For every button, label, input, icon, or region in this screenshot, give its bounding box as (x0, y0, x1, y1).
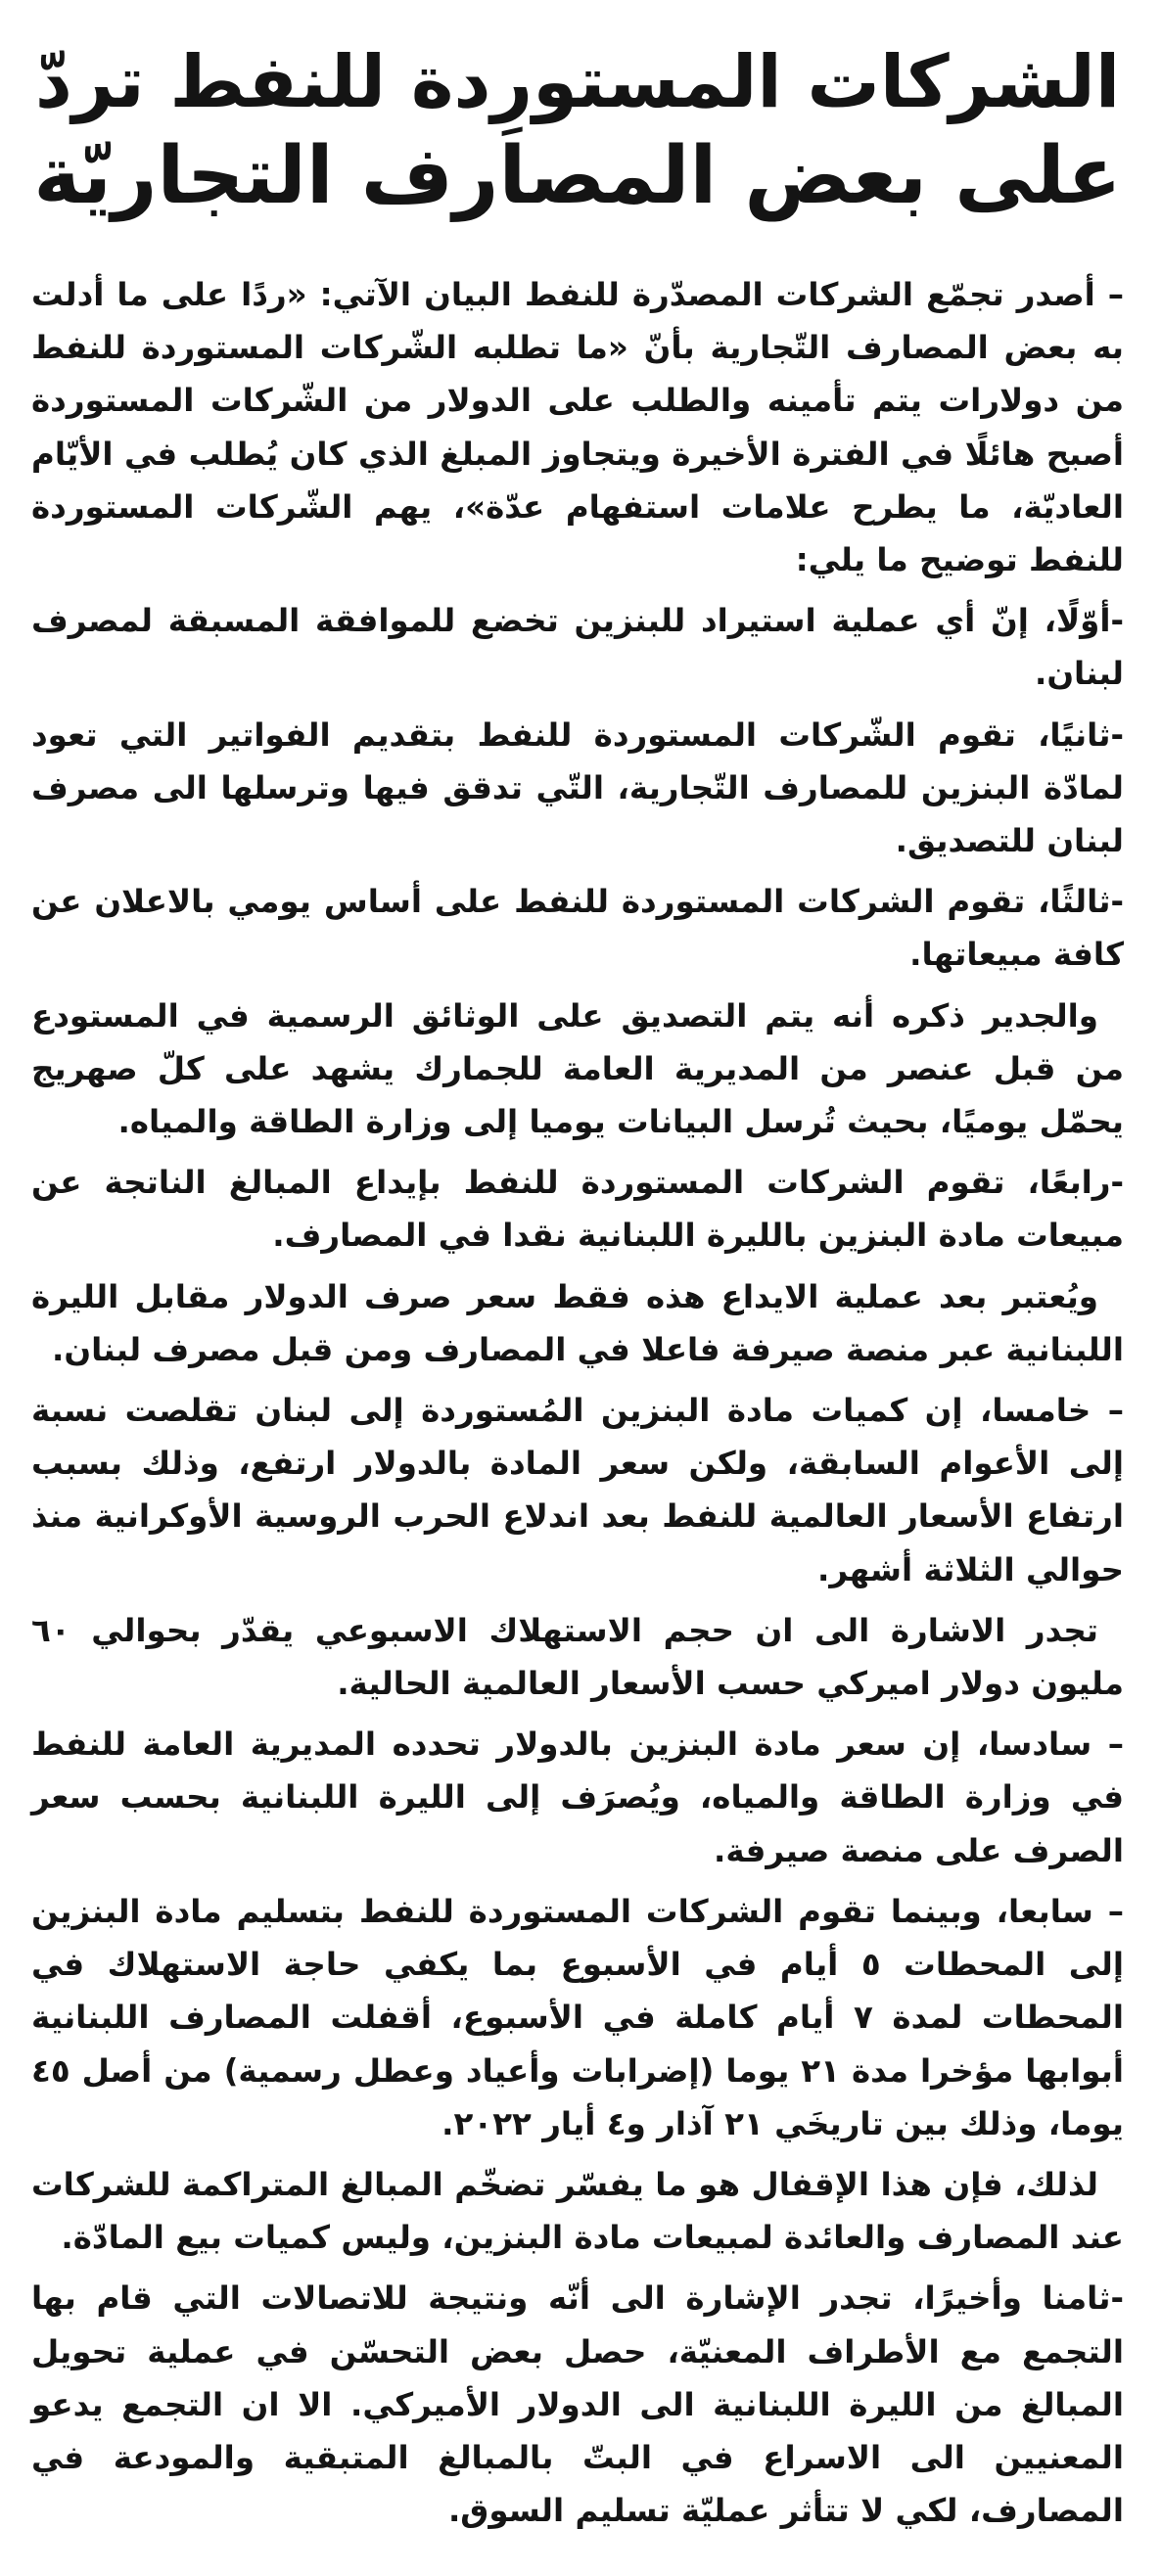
paragraph-first: -أوّلًا، إنّ أي عملية استيراد للبنزين تخضع للموافقة المسبقة لمصرف لبنان. (31, 602, 1124, 693)
paragraph-consumption-note: تجدر الاشارة الى ان حجم الاستهلاك الاسبوعي يقدّر بحوالي ٦٠ مليون دولار اميركي حسب الأسعار العالمية الحالية. (31, 1611, 1124, 1703)
paragraph-closure-note: لذلك، فإن هذا الإقفال هو ما يفسّر تضخّم المبالغ المتراكمة للشركات عند المصارف والعائدة لمبيعات مادة البنزين، وليس كميات بيع المادّة. (31, 2165, 1124, 2257)
headline-line-1: الشركات المستورِدة للنفط تردّ (34, 40, 1121, 124)
paragraph-exchange-note: ويُعتبر بعد عملية الايداع هذه فقط سعر صرف الدولار مقابل الليرة اللبنانية عبر منصة صيرفة فاعلا في المصارف ومن قبل مصرف لبنان. (31, 1277, 1124, 1368)
paragraph-sixth: – سادسا، إن سعر مادة البنزين بالدولار تحدده المديرية العامة للنفط في وزارة الطاقة والمياه، ويُصرَف إلى الليرة اللبنانية بحسب سعر الصرف على منصة صيرفة. (31, 1725, 1124, 1869)
paragraph-fourth: -رابعًا، تقوم الشركات المستوردة للنفط بإيداع المبالغ الناتجة عن مبيعات مادة البنزين بالليرة اللبنانية نقدا في المصارف. (31, 1164, 1124, 1255)
article-headline (31, 35, 1124, 223)
paragraph-eighth: -ثامنا وأخيرًا، تجدر الإشارة الى أنّه ونتيجة للاتصالات التي قام بها التجمع مع الأطراف المعنيّة، حصل بعض التحسّن في عملية تحويل المبالغ من الليرة اللبنانية الى الدولار الأميركي. الا ان التجمع يدعو المعنيين الى الاسراع في البتّ بالمبالغ المتبقية والمودعة في المصارف، لكي لا تتأثر عمليّة تسليم السوق. (31, 2279, 1124, 2530)
paragraph-third: -ثالثًا، تقوم الشركات المستوردة للنفط على أساس يومي بالاعلان عن كافة مبيعاتها. (31, 883, 1124, 974)
paragraph-intro: – أصدر تجمّع الشركات المصدّرة للنفط البيان الآتي: «ردًا على ما أدلت به بعض المصارف التّجارية بأنّ «ما تطلبه الشّركات المستوردة للنفط من دولارات يتم تأمينه والطلب على الدولار من الشّركات المستوردة أصبح هائلًا في الفترة الأخيرة ويتجاوز المبلغ الذي كان يُطلب في الأيّام العاديّة، ما يطرح علامات استفهام عدّة»، يهم الشّركات المستوردة للنفط توضيح ما يلي: (31, 276, 1124, 579)
article-body (31, 268, 1124, 2537)
paragraph-seventh: – سابعا، وبينما تقوم الشركات المستوردة للنفط بتسليم مادة البنزين إلى المحطات ٥ أيام في الأسبوع بما يكفي حاجة الاستهلاك في المحطات لمدة ٧ أيام كاملة في الأسبوع، أقفلت المصارف اللبنانية أبوابها مؤخرا مدة ٢١ يوما (إضرابات وأعياد وعطل رسمية) من أصل ٤٥ يوما، وذلك بين تاريخَي ٢١ آذار و٤ أيار ٢٠٢٢. (31, 1892, 1125, 2142)
paragraph-second: -ثانيًا، تقوم الشّركات المستوردة للنفط بتقديم الفواتير التي تعود لمادّة البنزين للمصارف التّجارية، التّي تدقق فيها وترسلها الى مصرف لبنان للتصديق. (31, 715, 1124, 860)
paragraph-customs-note: والجدير ذكره أنه يتم التصديق على الوثائق الرسمية في المستودع من قبل عنصر من المديرية العامة للجمارك يشهد على كلّ صهريج يحمّل يوميًا، بحيث تُرسل البيانات يوميا إلى وزارة الطاقة والمياه. (31, 996, 1124, 1141)
paragraph-fifth: – خامسا، إن كميات مادة البنزين المُستوردة إلى لبنان تقلصت نسبة إلى الأعوام السابقة، ولكن سعر المادة بالدولار ارتفع، وذلك بسبب ارتفاع الأسعار العالمية للنفط بعد اندلاع الحرب الروسية الأوكرانية منذ حوالي الثلاثة أشهر. (31, 1392, 1124, 1588)
headline-line-2: على بعض المصارف التجاريّة (33, 130, 1122, 222)
